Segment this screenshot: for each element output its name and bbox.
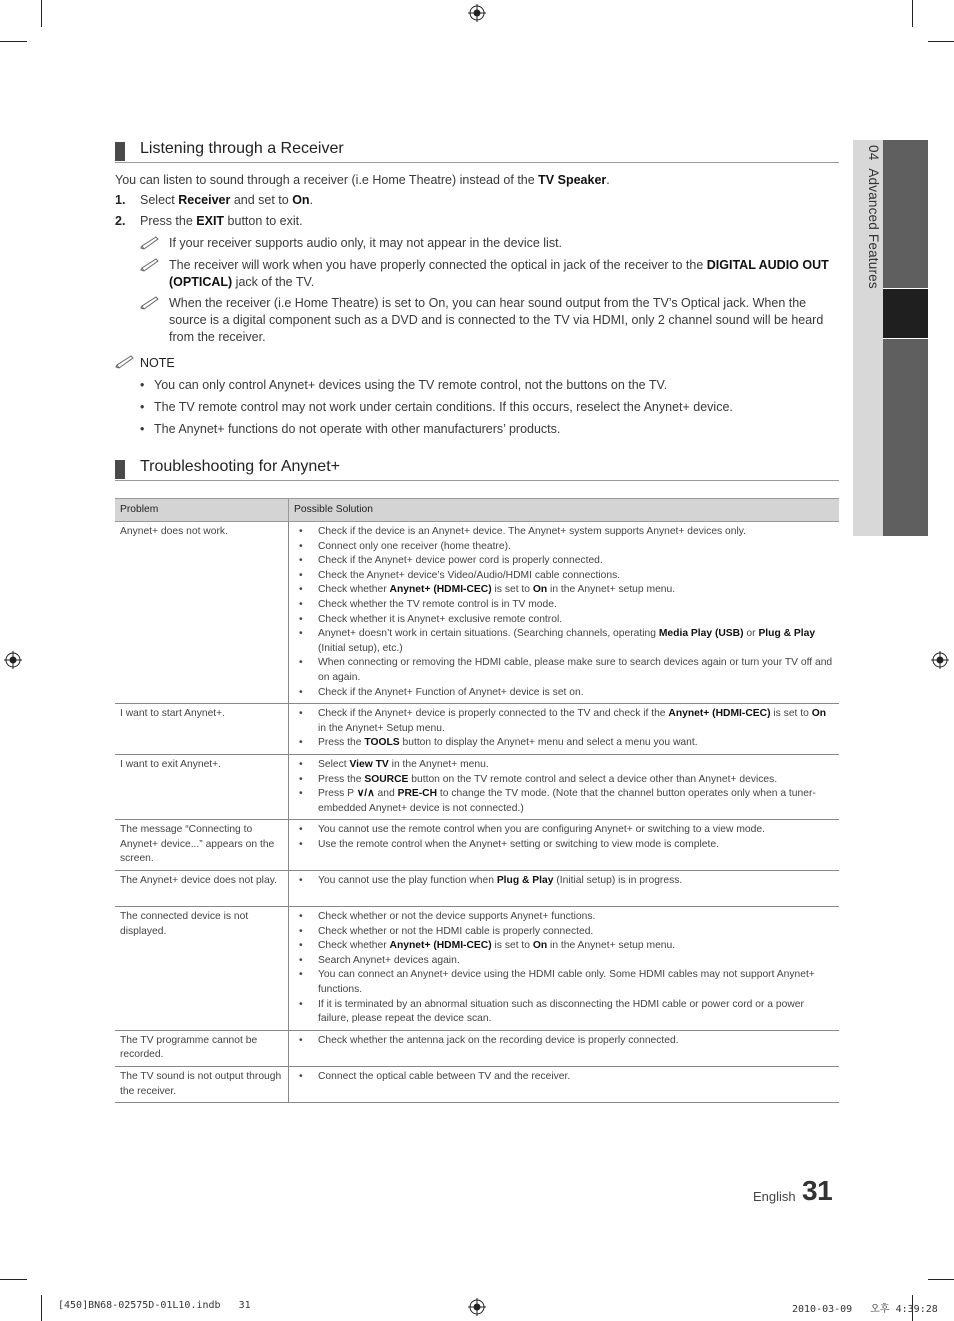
- table-row: [115, 522, 839, 704]
- solution-item: [297, 554, 834, 569]
- solution-bold: TOOLS: [364, 737, 400, 749]
- section-heading-troubleshooting: [115, 458, 839, 481]
- bullet-dot: •: [299, 540, 303, 552]
- bullet-dot: •: [299, 555, 303, 567]
- bullet-dot: •: [299, 569, 303, 581]
- solution-text: Check whether the TV remote control is in TV mode.: [318, 598, 557, 610]
- crop-mark: [928, 41, 954, 42]
- note-bullet: The TV remote control may not work under certain conditions. If this occurs, reselect the Anynet+ device.: [154, 400, 733, 414]
- solution-item: [297, 656, 834, 685]
- note-pencil-icon: [140, 258, 160, 272]
- step-text: [140, 192, 830, 209]
- table-row: [115, 1067, 839, 1103]
- note-pencil-icon: [140, 296, 160, 310]
- bullet-dot: •: [299, 911, 303, 923]
- note-text: [169, 257, 837, 291]
- chapter-tab-current-marker: [883, 289, 928, 338]
- solution-text: in the Anynet+ Setup menu.: [318, 722, 445, 734]
- section-title: Troubleshooting for Anynet+: [140, 458, 340, 475]
- table-body: [115, 522, 839, 1103]
- crop-mark: [928, 1279, 954, 1280]
- solution-text: Check if the Anynet+ device is properly connected to the TV and check if the: [318, 708, 669, 720]
- solution-bold: On: [532, 940, 548, 952]
- bullet-dot: •: [299, 998, 303, 1010]
- bullet-dot: •: [299, 584, 303, 596]
- bullet-dot: •: [299, 773, 303, 785]
- solution-cell: [289, 1030, 840, 1066]
- solution-bold: Media Play (USB): [658, 628, 744, 640]
- bullet-dot: •: [299, 598, 303, 610]
- column-header-solution: Possible Solution: [289, 499, 840, 522]
- solution-bold: Anynet+ (HDMI-CEC): [389, 584, 492, 596]
- solution-list: [297, 525, 834, 700]
- solution-item: [297, 910, 834, 925]
- solution-text: Connect the optical cable between TV and the receiver.: [318, 1071, 571, 1082]
- heading-bar: [115, 460, 125, 479]
- solution-text: is set to: [770, 708, 812, 720]
- registration-mark-icon: [931, 651, 949, 669]
- solution-bold: PRE-CH: [397, 788, 438, 800]
- solution-item: [297, 773, 834, 788]
- column-header-problem: Problem: [115, 499, 289, 522]
- solution-cell: [289, 754, 840, 819]
- solution-text: When connecting or removing the HDMI cable, please make sure to search devices again or turn your TV off and on again.: [318, 657, 833, 683]
- note-pencil-icon: [115, 355, 135, 369]
- step-bold: EXIT: [196, 214, 225, 228]
- solution-item: [297, 627, 834, 656]
- solution-text: Check whether or not the device supports Anynet+ functions.: [318, 911, 596, 923]
- crop-mark: [0, 41, 27, 42]
- solution-list: [297, 874, 834, 889]
- solution-cell: [289, 704, 840, 755]
- solution-item: [297, 954, 834, 969]
- solution-item: [297, 1034, 834, 1049]
- page-number: 31: [802, 1175, 833, 1206]
- registration-mark-icon: [468, 1298, 486, 1316]
- table-row: [115, 871, 839, 907]
- problem-cell: Anynet+ does not work.: [115, 522, 289, 704]
- crop-mark: [0, 1279, 27, 1280]
- bullet-dot: •: [299, 613, 303, 625]
- table-row: [115, 704, 839, 755]
- crop-mark: [41, 0, 42, 27]
- solution-text: Press P: [318, 788, 357, 800]
- solution-text: (Initial setup), etc.): [318, 642, 403, 654]
- solution-cell: [289, 907, 840, 1031]
- note-text: When the receiver (i.e Home Theatre) is set to On, you can hear sound output from the TV’s Optical jack. When the source is a digital component such as a DVD and is connected to the TV via HDMI, only 2 channel sound will be heard from the receiver.: [169, 296, 824, 344]
- chapter-tab-divider: [883, 338, 928, 339]
- solution-bold: Plug & Play: [496, 875, 554, 887]
- step-text-part: Press the: [140, 214, 197, 228]
- solution-text: (Initial setup) is in progress.: [553, 875, 683, 887]
- solution-text: and: [374, 788, 398, 800]
- bullet-dot: •: [140, 422, 145, 436]
- print-datetime: 2010-03-09 오후 4:39:28: [792, 1304, 938, 1315]
- solution-text: Check if the device is an Anynet+ device. The Anynet+ system supports Anynet+ devices only.: [318, 526, 747, 537]
- step-number: 1.: [115, 193, 126, 207]
- section-title: Listening through a Receiver: [140, 140, 344, 157]
- intro-text-end: .: [606, 173, 610, 187]
- crop-mark: [41, 1295, 42, 1321]
- solution-text: in the Anynet+ setup menu.: [547, 940, 676, 952]
- intro-paragraph: [115, 172, 839, 189]
- note-pencil-icon: [140, 236, 160, 250]
- solution-list: [297, 758, 834, 816]
- solution-text: or: [743, 628, 759, 640]
- solution-item: [297, 569, 834, 584]
- solution-item: [297, 598, 834, 613]
- note-text-part: jack of the TV.: [232, 275, 315, 289]
- note-text: If your receiver supports audio only, it may not appear in the device list.: [169, 236, 563, 250]
- solution-text: button to display the Anynet+ menu and select a menu you want.: [399, 737, 698, 749]
- bullet-dot: •: [140, 400, 145, 414]
- solution-cell: [289, 1067, 840, 1103]
- note-bullet: You can only control Anynet+ devices using the TV remote control, not the buttons on the TV.: [154, 378, 668, 392]
- chapter-tab-label: [857, 145, 881, 289]
- solution-bold: On: [811, 708, 827, 720]
- note-label: NOTE: [140, 356, 175, 370]
- solution-item: [297, 925, 834, 940]
- solution-text: Check the Anynet+ device’s Video/Audio/HDMI cable connections.: [318, 569, 621, 581]
- solution-text: to change the TV mode. (Note that the channel button operates only when a tuner-embedded Anynet+ device is not connected.): [318, 788, 816, 814]
- solution-cell: [289, 522, 840, 704]
- solution-text: If it is terminated by an abnormal situation such as disconnecting the HDMI cable or power cord or a power failure, please repeat the device scan.: [318, 998, 804, 1025]
- solution-item: [297, 613, 834, 628]
- solution-text: in the Anynet+ menu.: [388, 758, 489, 770]
- bullet-dot: •: [299, 657, 303, 669]
- solution-bold: On: [532, 584, 548, 596]
- solution-bold: ∨/∧: [356, 788, 375, 800]
- section-heading-receiver: [115, 140, 839, 163]
- bullet-dot: •: [299, 686, 303, 698]
- solution-text: is set to: [491, 584, 533, 596]
- solution-cell: [289, 820, 840, 871]
- step-text-part: .: [309, 193, 314, 207]
- solution-text: Press the: [318, 737, 365, 749]
- solution-item: [297, 707, 834, 736]
- page-language: English: [753, 1189, 796, 1204]
- solution-text: Anynet+ doesn’t work in certain situations. (Searching channels, operating: [318, 628, 659, 640]
- table-row: [115, 1030, 839, 1066]
- step-text-part: button to exit.: [224, 214, 303, 228]
- solution-text: You can connect an Anynet+ device using the HDMI cable only. Some HDMI cables may not support Anynet+ functions.: [318, 969, 815, 996]
- solution-text: Search Anynet+ devices again.: [318, 954, 460, 966]
- solution-text: You cannot use the play function when: [318, 875, 497, 887]
- troubleshooting-table: [115, 498, 839, 1103]
- step-bold: On: [292, 193, 310, 207]
- solution-text: in the Anynet+ setup menu.: [547, 584, 676, 596]
- solution-item: [297, 525, 834, 540]
- step-number: 2.: [115, 214, 126, 228]
- note-bold: DIGITAL AUDIO OUT (OPTICAL): [169, 258, 829, 289]
- step-text-part: and set to: [230, 193, 293, 207]
- bullet-dot: •: [299, 925, 303, 937]
- solution-text: Check whether or not the HDMI cable is properly connected.: [318, 925, 594, 937]
- solution-list: [297, 823, 834, 852]
- solution-item: [297, 968, 834, 997]
- solution-bold: Anynet+ (HDMI-CEC): [668, 708, 771, 720]
- table-row: [115, 907, 839, 1031]
- solution-text: Check whether: [318, 940, 390, 952]
- print-file-info: [450]BN68-02575D-01L10.indb 31: [58, 1300, 251, 1311]
- bullet-dot: •: [299, 737, 303, 749]
- solution-list: [297, 910, 834, 1027]
- table-row: [115, 820, 839, 871]
- bullet-dot: •: [299, 758, 303, 770]
- solution-item: [297, 787, 834, 816]
- bullet-dot: •: [299, 1034, 303, 1046]
- step-bold: Receiver: [178, 193, 231, 207]
- solution-item: [297, 540, 834, 555]
- table-header-row: [115, 499, 839, 522]
- solution-text: button on the TV remote control and select a device other than Anynet+ devices.: [408, 773, 778, 785]
- bullet-dot: •: [299, 969, 303, 981]
- solution-item: [297, 874, 834, 889]
- solution-bold: Anynet+ (HDMI-CEC): [389, 940, 492, 952]
- bullet-dot: •: [299, 824, 303, 836]
- solution-item: [297, 939, 834, 954]
- bullet-dot: •: [299, 788, 303, 800]
- heading-bar: [115, 142, 125, 161]
- problem-cell: The connected device is not displayed.: [115, 907, 289, 1031]
- solution-text: is set to: [491, 940, 533, 952]
- solution-text: Use the remote control when the Anynet+ setting or switching to view mode is complete.: [318, 838, 719, 850]
- bullet-dot: •: [299, 526, 303, 537]
- step-text: [140, 213, 830, 230]
- registration-mark-icon: [4, 651, 22, 669]
- solution-bold: SOURCE: [364, 773, 409, 785]
- bullet-dot: •: [299, 628, 303, 640]
- solution-text: You cannot use the remote control when you are configuring Anynet+ or switching to a view mode.: [318, 824, 765, 836]
- bullet-dot: •: [299, 954, 303, 966]
- solution-item: [297, 686, 834, 701]
- table-row: [115, 754, 839, 819]
- intro-text: You can listen to sound through a receiver (i.e Home Theatre) instead of the: [115, 173, 539, 187]
- intro-bold: TV Speaker: [538, 173, 607, 187]
- bullet-dot: •: [299, 940, 303, 952]
- solution-list: [297, 1070, 834, 1085]
- crop-mark: [912, 0, 913, 27]
- solution-text: Connect only one receiver (home theatre).: [318, 540, 511, 552]
- solution-text: Press the: [318, 773, 365, 785]
- solution-bold: View TV: [349, 758, 389, 770]
- solution-cell: [289, 871, 840, 907]
- problem-cell: I want to exit Anynet+.: [115, 754, 289, 819]
- note-text-part: The receiver will work when you have properly connected the optical in jack of the receiver to the: [169, 258, 707, 272]
- solution-list: [297, 1034, 834, 1049]
- solution-item: [297, 998, 834, 1027]
- bullet-dot: •: [299, 708, 303, 720]
- chapter-number: 04: [866, 145, 881, 161]
- solution-bold: Plug & Play: [758, 628, 816, 640]
- note-bullet: The Anynet+ functions do not operate with other manufacturers’ products.: [154, 422, 561, 436]
- solution-item: [297, 583, 834, 598]
- problem-cell: The TV sound is not output through the receiver.: [115, 1067, 289, 1103]
- step-text-part: Select: [140, 193, 179, 207]
- problem-cell: The message “Connecting to Anynet+ device...” appears on the screen.: [115, 820, 289, 871]
- problem-cell: I want to start Anynet+.: [115, 704, 289, 755]
- bullet-dot: •: [299, 875, 303, 887]
- solution-text: Select: [318, 758, 350, 770]
- registration-mark-icon: [468, 4, 486, 22]
- bullet-dot: •: [299, 838, 303, 850]
- solution-text: Check whether it is Anynet+ exclusive remote control.: [318, 613, 563, 625]
- solution-text: Check if the Anynet+ device power cord is properly connected.: [318, 555, 603, 567]
- solution-text: Check if the Anynet+ Function of Anynet+ device is set on.: [318, 686, 584, 698]
- solution-item: [297, 823, 834, 838]
- problem-cell: The TV programme cannot be recorded.: [115, 1030, 289, 1066]
- chapter-title: Advanced Features: [866, 168, 881, 289]
- solution-item: [297, 1070, 834, 1085]
- solution-text: Check whether the antenna jack on the recording device is properly connected.: [318, 1034, 679, 1046]
- bullet-dot: •: [140, 378, 145, 392]
- solution-list: [297, 707, 834, 751]
- solution-text: Check whether: [318, 584, 390, 596]
- problem-cell: The Anynet+ device does not play.: [115, 871, 289, 907]
- solution-item: [297, 758, 834, 773]
- solution-item: [297, 838, 834, 853]
- solution-item: [297, 736, 834, 751]
- bullet-dot: •: [299, 1071, 303, 1082]
